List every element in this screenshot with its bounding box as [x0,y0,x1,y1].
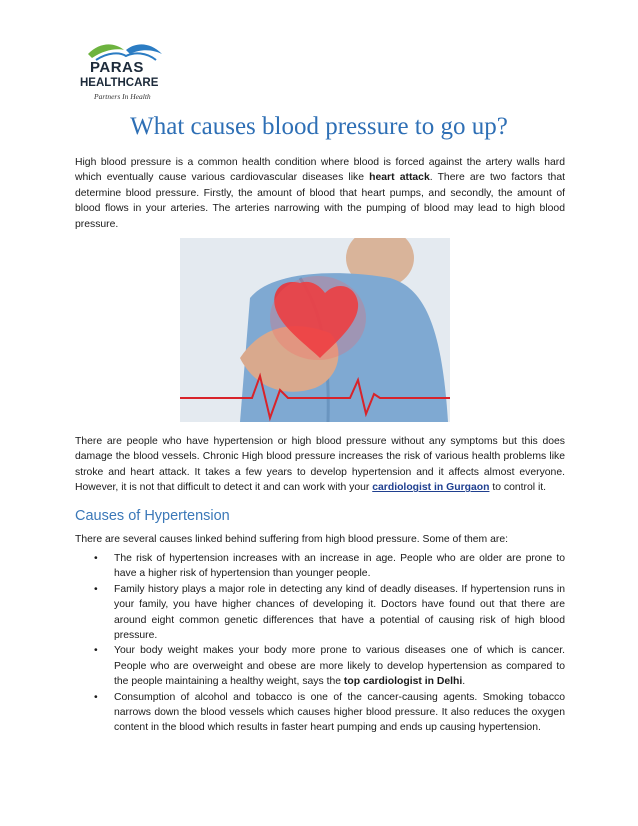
page-title: What causes blood pressure to go up? [130,113,508,140]
list-item: • Family history plays a major role in detecting any kind of deadly diseases. If hypertension runs in your family, you have higher chances of developing it. Doctors have found out that there are around eight common genetic differences that have a potential of causing risk of high blood pressure. [94,583,565,642]
second-paragraph [75,434,565,496]
bullet-icon: • [94,553,98,564]
second-text-before: There are people who have hypertension or high blood pressure without any symptoms but this does damage the blood vessels. Chronic High blood pressure increases the risk of various health problems like stroke and heart attack. It takes a few years to develop hypertension and it affects almost everyone. However, it is not that difficult to detect it and can work with your [75,436,565,494]
logo-brand-sub: HEALTHCARE [80,77,159,89]
intro-paragraph [75,155,565,232]
second-text-after: to control it. [489,482,547,494]
logo-brand: PARAS [90,59,144,76]
heart-pain-photo-icon [180,238,450,422]
intro-text-before: High blood pressure is a common health condition where blood is forced against the artery walls hard which eventually cause various cardiovascular diseases like [75,157,565,184]
top-cardiologist-delhi: top cardiologist in Delhi [343,676,463,688]
section-lead: There are several causes linked behind suffering from high blood pressure. Some of them are: [75,534,508,545]
causes-list [75,551,565,736]
list-item: • The risk of hypertension increases with an increase in age. People who are older are prone to have a higher risk of hypertension than younger people. [94,553,565,580]
list-item: • Consumption of alcohol and tobacco is one of the cancer-causing agents. Smoking tobacco narrows down the blood vessels which causes higher blood pressure. It also reduces the oxygen content in the blood which results in faster heart pumping and ends up causing hypertension. [94,691,565,734]
bullet-icon: • [94,583,98,595]
list-item: • Your body weight makes your body more prone to various diseases one of which is cancer. People who are overweight and obese are more likely to develop hypertension as compared to the people maintaining a healthy weight, says the top cardiologist in Delhi. [94,645,565,688]
paras-healthcare-logo [74,36,174,112]
intro-bold: heart attack [369,172,430,184]
hero-image [180,238,450,422]
cardiologist-gurgaon-link[interactable]: cardiologist in Gurgaon [372,482,490,494]
logo-tagline: Partners In Health [94,92,151,101]
bullet-icon: • [94,691,98,703]
bullet-icon: • [94,645,98,657]
intro-text-after: . There are two factors that determine blood pressure. Firstly, the amount of blood that heart pumps, and secondly, the amount of blood flows in your arteries. The arteries narrowing with the pumping of blood may lead to high blood pressure. [75,172,565,230]
section-heading: Causes of Hypertension [75,508,230,524]
